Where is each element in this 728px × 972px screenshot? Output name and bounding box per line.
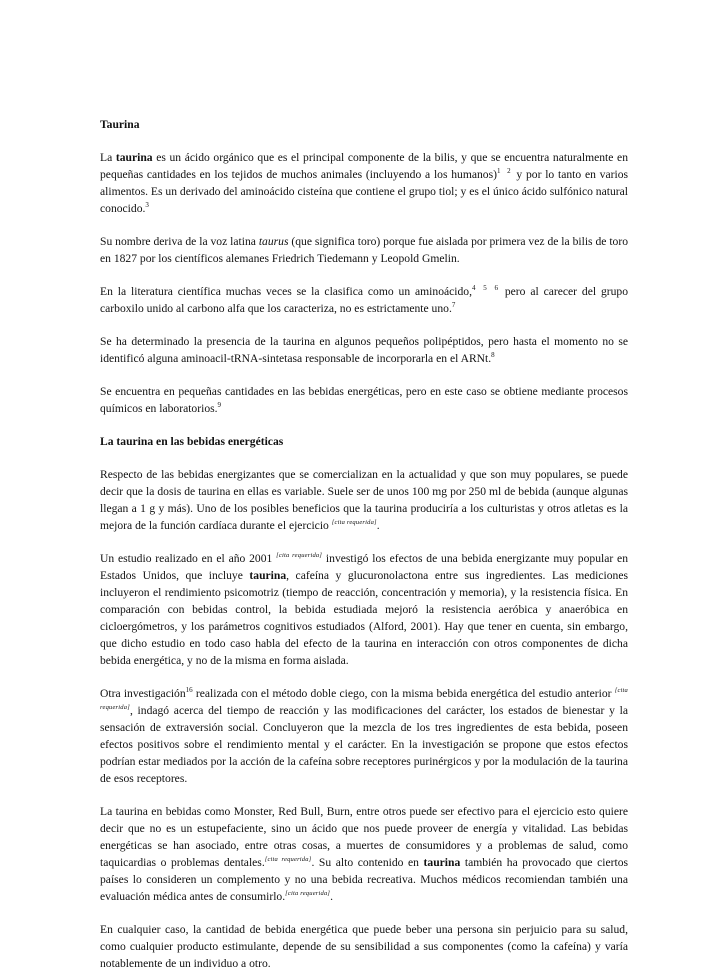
paragraph-study-2001 bbox=[100, 550, 628, 669]
text: Respecto de las bebidas energizantes que se comercializan en la actualidad y que son muy populares, se puede decir que la dosis de taurina en ellas es variable. Suele ser de unos 100 mg por 250 ml de bebida (aunque algunas llegan a 1 g y más). Uno de los posibles beneficios que la taurina produciría a los culturistas y otros atletas es la mejora de la función cardíaca durante el ejercicio bbox=[100, 468, 628, 532]
bold-term: taurina bbox=[423, 856, 461, 869]
section-heading: La taurina en las bebidas energéticas bbox=[100, 435, 284, 448]
text: es un ácido orgánico que es el principal componente de la bilis, y que se encuentra naturalmente en pequeñas cantidades en los tejidos de muchos animales (incluyendo a los humanos) bbox=[100, 151, 628, 181]
paragraph-brands bbox=[100, 803, 628, 905]
bold-term: taurina bbox=[249, 569, 287, 582]
bold-term: taurina bbox=[115, 151, 153, 164]
text: Se ha determinado la presencia de la taurina en algunos pequeños polipéptidos, pero hasta el momento no se identificó alguna aminoacil-tRNA-sintetasa responsable de incorporarla en el ARNt. bbox=[100, 335, 628, 365]
paragraph-intro bbox=[100, 149, 628, 217]
text: En la literatura científica muchas veces se la clasifica como un aminoácido, bbox=[100, 285, 473, 298]
citation-needed-link[interactable]: [cita requerida] bbox=[100, 687, 628, 712]
text: Un estudio realizado en el año 2001 bbox=[100, 552, 277, 565]
text: (que significa toro) porque fue aislada por primera vez de la bilis de toro en 1827 por los científicos alemanes Friedrich Tiedemann y Leopold Gmelin. bbox=[100, 235, 628, 265]
citation-needed-link[interactable]: [cita requerida] bbox=[264, 856, 312, 864]
italic-term: taurus bbox=[258, 235, 289, 248]
reference-superscript[interactable]: 3 bbox=[145, 201, 149, 210]
text: realizada con el método doble ciego, con la misma bebida energética del estudio anterior bbox=[192, 687, 615, 700]
reference-superscript[interactable]: 4 5 6 bbox=[472, 284, 500, 293]
citation-needed-link[interactable]: [cita requerida] bbox=[276, 552, 323, 560]
paragraph-polypeptides bbox=[100, 333, 628, 367]
text: . Su alto contenido en bbox=[311, 856, 424, 869]
text: , cafeína y glucuronolactona entre sus ingredientes. Las mediciones incluyeron el rendimiento psicomotriz (tiempo de reacción, concentración y memoria), y la resistencia física. En comparación con bebidas control, la bebida estudiada mejoró la resistencia aeróbica y anaeróbica en cicloergómetros, y los parámetros cognitivos estudiados (Alford, 2001). Hay que tener en cuenta, sin embargo, que dicho estudio en todo caso habla del efecto de la taurina en interacción con otros componentes de dicha bebida energética, y no de la misma en forma aislada. bbox=[100, 569, 629, 667]
paragraph-energy-drinks bbox=[100, 383, 628, 417]
text: investigó los efectos de una bebida energizante muy popular en Estados Unidos, que incluye bbox=[100, 552, 628, 582]
text: Se encuentra en pequeñas cantidades en las bebidas energéticas, pero en este caso se obtiene mediante procesos químicos en laboratorios. bbox=[100, 385, 628, 415]
reference-superscript[interactable]: 9 bbox=[217, 401, 222, 410]
reference-superscript[interactable]: 7 bbox=[451, 301, 456, 310]
citation-needed-link[interactable]: [cita requerida] bbox=[285, 890, 331, 898]
text: En cualquier caso, la cantidad de bebida energética que puede beber una persona sin perjuicio para su salud, como cualquier producto estimulante, depende de su sensibilidad a sus componentes (como la cafeína) y varía notablemente de un individuo a otro. bbox=[100, 923, 628, 970]
text: La taurina en bebidas como Monster, Red Bull, Burn, entre otros puede ser efectivo para el ejercicio esto quiere decir que no es un estupefaciente, sino un ácido que nos puede proveer de energía y vitalidad. Las bebidas energéticas se han asociado, entre otras cosas, a muertes de consumidores y a problemas de salud, como taquicardias o problemas dentales. bbox=[100, 805, 628, 869]
paragraph-etymology bbox=[100, 233, 628, 267]
text: La bbox=[100, 151, 116, 164]
paragraph-double-blind bbox=[100, 685, 628, 787]
paragraph-conclusion bbox=[100, 921, 628, 972]
text: . bbox=[330, 890, 334, 903]
citation-needed-link[interactable]: [cita requerida] bbox=[331, 519, 377, 527]
paragraph-dose bbox=[100, 466, 628, 534]
text: también ha provocado que ciertos países lo consideren un complemento y no una bebida recreativa. Muchos médicos recomiendan también una evaluación médica antes de consumirlo. bbox=[100, 856, 629, 903]
reference-superscript[interactable]: 16 bbox=[185, 686, 193, 695]
text: Su nombre deriva de la voz latina bbox=[100, 235, 259, 248]
paragraph-aminoacid bbox=[100, 283, 628, 317]
reference-superscript[interactable]: 1 2 bbox=[496, 167, 513, 176]
reference-superscript[interactable]: 8 bbox=[491, 351, 495, 360]
text: Otra investigación bbox=[100, 687, 186, 700]
text: y por lo tanto en varios alimentos. Es un derivado del aminoácido cisteína que contiene el grupo tiol; y es el único ácido sulfónico natural conocido. bbox=[100, 168, 629, 215]
text: , indagó acerca del tiempo de reacción y las modificaciones del carácter, los estados de bienestar y la sensación de extraversión social. Concluyeron que la mezcla de los tres ingredientes de esta bebida, poseen efectos positivos sobre el rendimiento mental y el carácter. En la investigación se propone que estos efectos podrían estar mediados por la acción de la cafeína sobre receptores purinérgicos y por la modulación de la taurina de esos receptores. bbox=[100, 704, 628, 785]
text: . bbox=[376, 519, 380, 532]
page-title: Taurina bbox=[100, 118, 140, 131]
text: pero al carecer del grupo carboxilo unido al carbono alfa que los caracteriza, no es estrictamente uno. bbox=[100, 285, 629, 315]
